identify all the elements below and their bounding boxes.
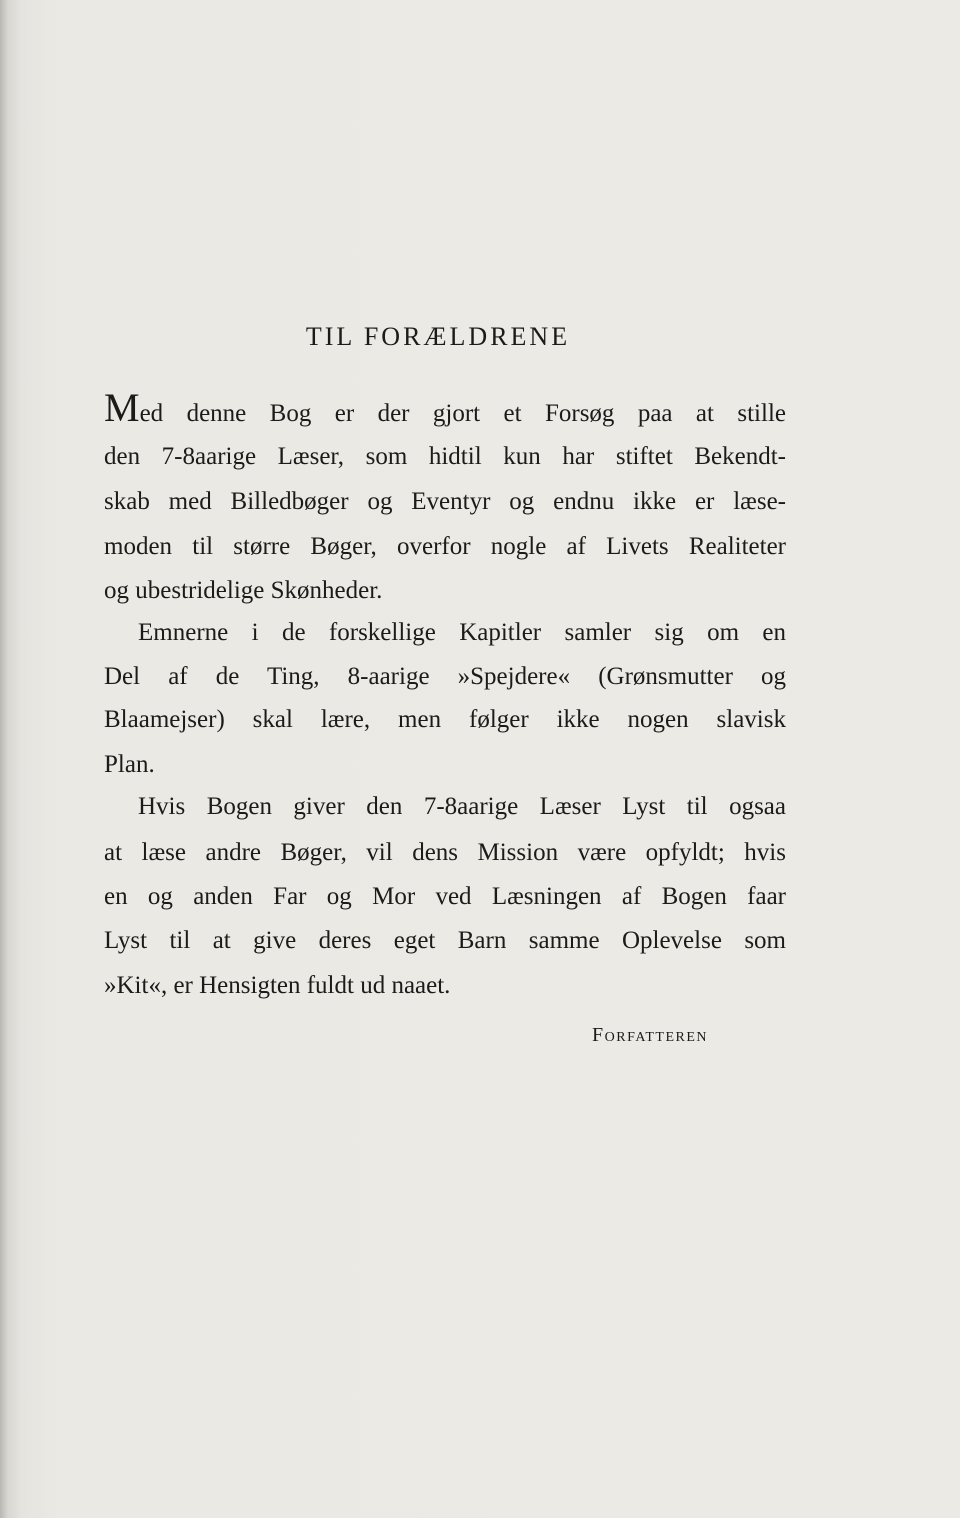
text-line-content: ed denne Bog er der gjort et Forsøg paa at stille xyxy=(139,400,786,427)
text-line: at læse andre Bøger, vil dens Mission være opfyldt; hvis xyxy=(104,839,786,866)
page-title: TIL FORÆLDRENE xyxy=(305,322,571,351)
text-line: skab med Billedbøger og Eventyr og endnu ikke er læse- xyxy=(104,488,786,515)
text-line: Hvis Bogen giver den 7-8aarige Læser Lyst til ogsaa xyxy=(138,793,786,820)
text-line: Lyst til at give deres eget Barn samme Oplevelse som xyxy=(104,927,786,954)
text-line xyxy=(104,385,786,430)
text-line: en og anden Far og Mor ved Læsningen af Bogen faar xyxy=(104,883,786,910)
text-line: Blaamejser) skal lære, men følger ikke nogen slavisk xyxy=(104,706,786,733)
text-line: og ubestridelige Skønheder. xyxy=(104,577,383,604)
drop-cap: M xyxy=(104,385,140,430)
text-line: Emnerne i de forskellige Kapitler samler sig om en xyxy=(138,619,786,646)
text-line: den 7-8aarige Læser, som hidtil kun har stiftet Bekendt- xyxy=(104,443,786,470)
text-line: »Kit«, er Hensigten fuldt ud naaet. xyxy=(104,972,451,999)
text-line: Plan. xyxy=(104,751,155,778)
author-signature: Forfatteren xyxy=(592,1024,709,1046)
text-line: moden til større Bøger, overfor nogle af Livets Realiteter xyxy=(104,533,786,560)
text-line: Del af de Ting, 8-aarige »Spejdere« (Grønsmutter og xyxy=(104,663,786,690)
